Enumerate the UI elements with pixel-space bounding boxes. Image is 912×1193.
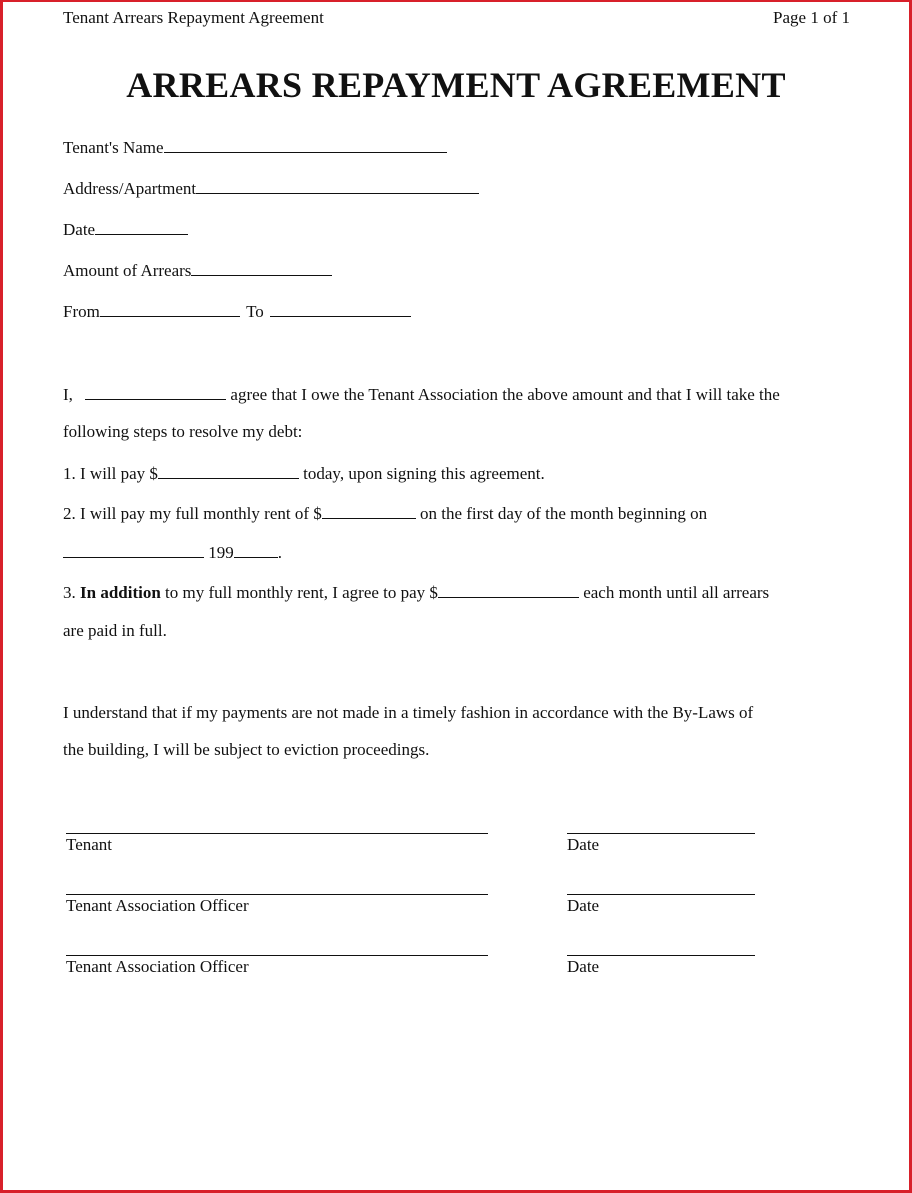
intro-text-start: I, [63,385,78,404]
debtor-name-blank[interactable] [85,385,226,400]
item-2-text-start: 2. I will pay my full monthly rent of $ [63,504,322,523]
date-field[interactable] [63,220,188,240]
item-1-amount-blank[interactable] [158,464,299,479]
item-2-year-blank[interactable] [234,543,278,558]
officer-2-date-label: Date [567,957,600,976]
from-blank[interactable] [100,302,240,317]
item-2-text-end: on the first day of the month beginning on [415,504,708,523]
to-label: To [246,302,264,321]
address-blank[interactable] [196,179,479,194]
officer-2-date-line[interactable] [567,955,755,956]
understanding-line-2: the building, I will be subject to eviction proceedings. [63,740,430,759]
officer-1-signature-line[interactable] [66,894,488,895]
date-blank[interactable] [95,220,188,235]
officer-1-date-line[interactable] [567,894,755,895]
tenant-name-field[interactable] [63,138,447,158]
item-3-number: 3. [63,583,80,602]
intro-continuation: following steps to resolve my debt: [63,422,303,441]
item-3-emphasis: In addition [80,583,161,602]
item-2-date-line [63,543,282,563]
intro-text-end: agree that I owe the Tenant Association the above amount and that I will take the [226,385,780,404]
item-2-year: 199 [204,543,234,562]
tenant-signature-line[interactable] [66,833,488,834]
page-number: Page 1 of 1 [773,8,850,27]
item-1-text-end: today, upon signing this agreement. [298,464,545,483]
tenant-name-blank[interactable] [164,138,447,153]
period-field[interactable] [63,302,411,322]
address-field[interactable] [63,179,479,199]
tenant-date-label: Date [567,835,600,854]
item-3-amount-blank[interactable] [438,583,579,598]
officer-2-signature-label: Tenant Association Officer [66,957,249,976]
item-2 [63,504,707,524]
item-1 [63,464,545,484]
item-2-rent-blank[interactable] [322,504,416,519]
officer-1-date-label: Date [567,896,600,915]
tenant-name-label: Tenant's Name [63,138,164,157]
to-blank[interactable] [270,302,411,317]
officer-2-signature-line[interactable] [66,955,488,956]
amount-field[interactable] [63,261,332,281]
tenant-signature-label: Tenant [66,835,113,854]
understanding-line-1: I understand that if my payments are not made in a timely fashion in accordance with the By-Laws of [63,703,754,722]
address-label: Address/Apartment [63,179,197,198]
item-1-text-start: 1. I will pay $ [63,464,158,483]
amount-blank[interactable] [191,261,332,276]
item-3-text-start: to my full monthly rent, I agree to pay $ [160,583,438,602]
from-label: From [63,302,100,321]
item-3-continuation: are paid in full. [63,621,167,640]
running-header-title: Tenant Arrears Repayment Agreement [63,8,324,27]
amount-label: Amount of Arrears [63,261,192,280]
item-3-text-end: each month until all arrears [578,583,770,602]
officer-1-signature-label: Tenant Association Officer [66,896,249,915]
date-label: Date [63,220,96,239]
page-title: ARREARS REPAYMENT AGREEMENT [126,65,786,105]
item-3 [63,583,769,603]
item-2-start-date-blank[interactable] [63,543,204,558]
tenant-date-line[interactable] [567,833,755,834]
intro-line [63,385,780,405]
item-2-period: . [277,543,282,562]
